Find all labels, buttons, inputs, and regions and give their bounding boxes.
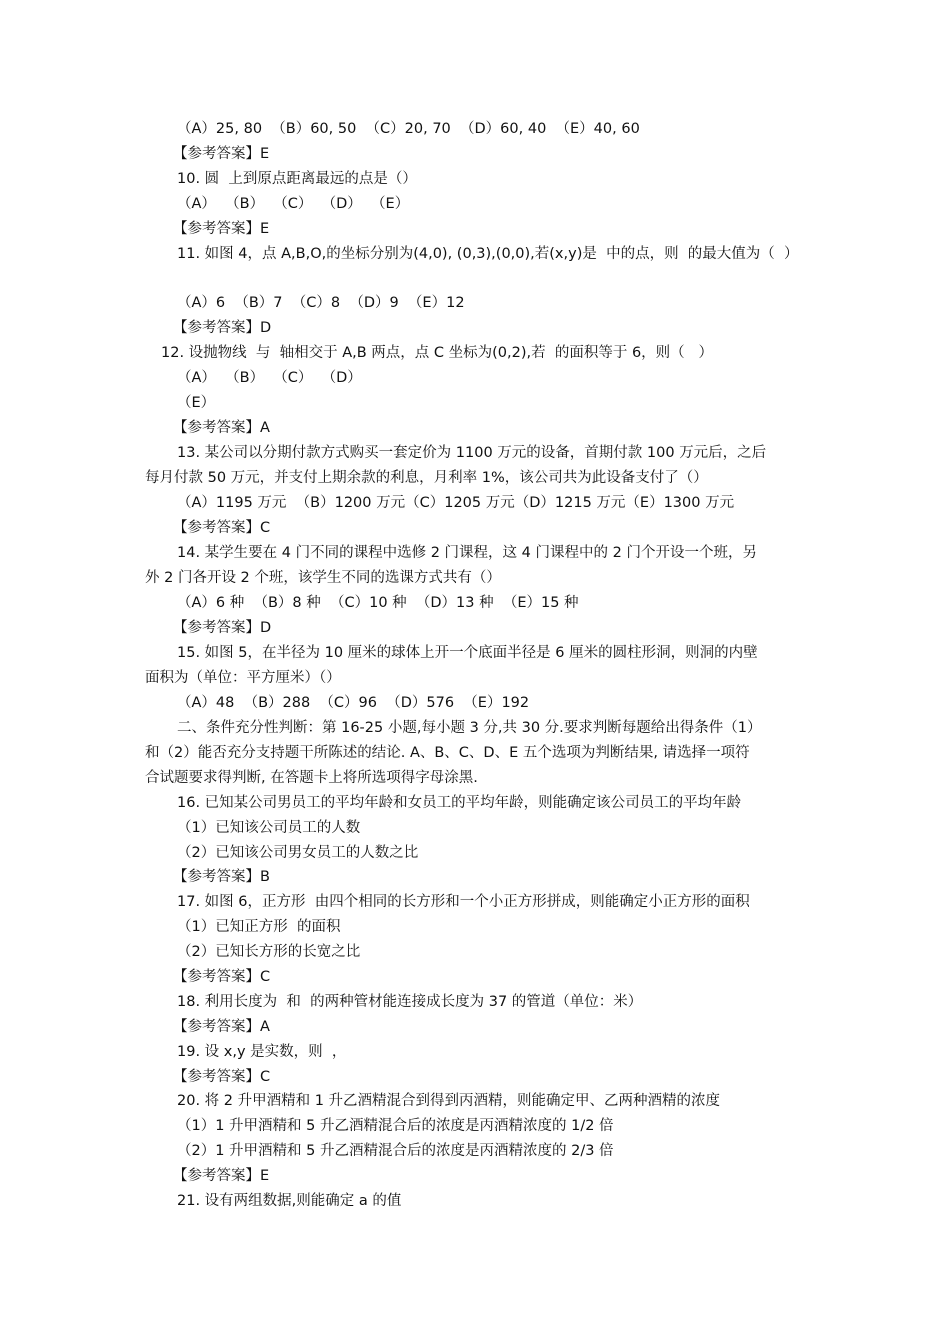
text-line: 【参考答案】A <box>173 1019 270 1035</box>
text-line: 和（2）能否充分支持题干所陈述的结论. A、B、C、D、E 五个选项为判断结果, 请选择一项符 <box>145 745 750 761</box>
text-line: 【参考答案】C <box>173 1069 271 1085</box>
text-line: （2）1 升甲酒精和 5 升乙酒精混合后的浓度是丙酒精浓度的 2/3 倍 <box>177 1143 614 1159</box>
text-line: 【参考答案】A <box>173 420 270 436</box>
text-line: 15. 如图 5，在半径为 10 厘米的球体上开一个底面半径是 6 厘米的圆柱形洞，则洞的内壁 <box>177 645 758 661</box>
text-line: （E） <box>177 395 216 411</box>
text-line: 二、条件充分性判断：第 16-25 小题,每小题 3 分,共 30 分.要求判断每题给出得条件（1） <box>177 720 762 736</box>
text-line: 【参考答案】C <box>173 969 271 985</box>
text-line: 14. 某学生要在 4 门不同的课程中选修 2 门课程，这 4 门课程中的 2 门个开设一个班，另 <box>177 545 757 561</box>
text-line: （A）25, 80 （B）60, 50 （C）20, 70 （D）60, 40 （E）40, 60 <box>177 121 640 137</box>
text-line: 12. 设抛物线 与 轴相交于 A,B 两点，点 C 坐标为(0,2),若 的面积等于 6，则（ ） <box>161 345 714 361</box>
text-line: 合试题要求得判断, 在答题卡上将所选项得字母涂黑. <box>145 770 478 786</box>
text-line: 【参考答案】B <box>173 869 270 885</box>
text-line: 【参考答案】E <box>173 1168 270 1184</box>
text-line: 【参考答案】D <box>173 620 272 636</box>
text-line: （A） （B） （C） （D） <box>177 370 362 386</box>
text-line: （A）1195 万元 （B）1200 万元（C）1205 万元（D）1215 万元（E）1300 万元 <box>177 495 735 511</box>
text-line: 【参考答案】E <box>173 221 270 237</box>
text-line: （A）6 种 （B）8 种 （C）10 种 （D）13 种 （E）15 种 <box>177 595 579 611</box>
text-line: 17. 如图 6，正方形 由四个相同的长方形和一个小正方形拼成，则能确定小正方形的面积 <box>177 894 750 910</box>
text-line: （2）已知长方形的长宽之比 <box>177 944 361 960</box>
text-line: 13. 某公司以分期付款方式购买一套定价为 1100 万元的设备，首期付款 100 万元后，之后 <box>177 445 767 461</box>
text-line: （2）已知该公司男女员工的人数之比 <box>177 845 419 861</box>
text-line: （A）48 （B）288 （C）96 （D）576 （E）192 <box>177 695 530 711</box>
text-line: 18. 利用长度为 和 的两种管材能连接成长度为 37 的管道（单位：米） <box>177 994 643 1010</box>
text-line: 16. 已知某公司男员工的平均年龄和女员工的平均年龄，则能确定该公司员工的平均年龄 <box>177 795 742 811</box>
text-line: 外 2 门各开设 2 个班，该学生不同的选课方式共有（） <box>145 570 501 586</box>
text-line: 19. 设 x,y 是实数，则 ， <box>177 1044 347 1060</box>
text-line: 面积为（单位：平方厘米）（） <box>145 670 341 686</box>
text-line: （A） （B） （C） （D） （E） <box>177 196 410 212</box>
text-line: 11. 如图 4，点 A,B,O,的坐标分别为(4,0), (0,3),(0,0),若(x,y)是 中的点，则 的最大值为（ ） <box>177 246 799 262</box>
text-line: （1）已知正方形 的面积 <box>177 919 341 935</box>
text-line: 每月付款 50 万元，并支付上期余款的利息，月利率 1%，该公司共为此设备支付了（） <box>145 470 708 486</box>
text-line: 【参考答案】D <box>173 320 272 336</box>
text-line: （A）6 （B）7 （C）8 （D）9 （E）12 <box>177 295 465 311</box>
text-line: 【参考答案】C <box>173 520 271 536</box>
text-line: 10. 圆 上到原点距离最远的点是（） <box>177 171 417 187</box>
text-line: （1）已知该公司员工的人数 <box>177 820 361 836</box>
text-line: （1）1 升甲酒精和 5 升乙酒精混合后的浓度是丙酒精浓度的 1/2 倍 <box>177 1118 614 1134</box>
text-line: 【参考答案】E <box>173 146 270 162</box>
text-line: 20. 将 2 升甲酒精和 1 升乙酒精混合到得到丙酒精，则能确定甲、乙两种酒精的浓度 <box>177 1093 721 1109</box>
text-line: 21. 设有两组数据,则能确定 a 的值 <box>177 1193 402 1209</box>
